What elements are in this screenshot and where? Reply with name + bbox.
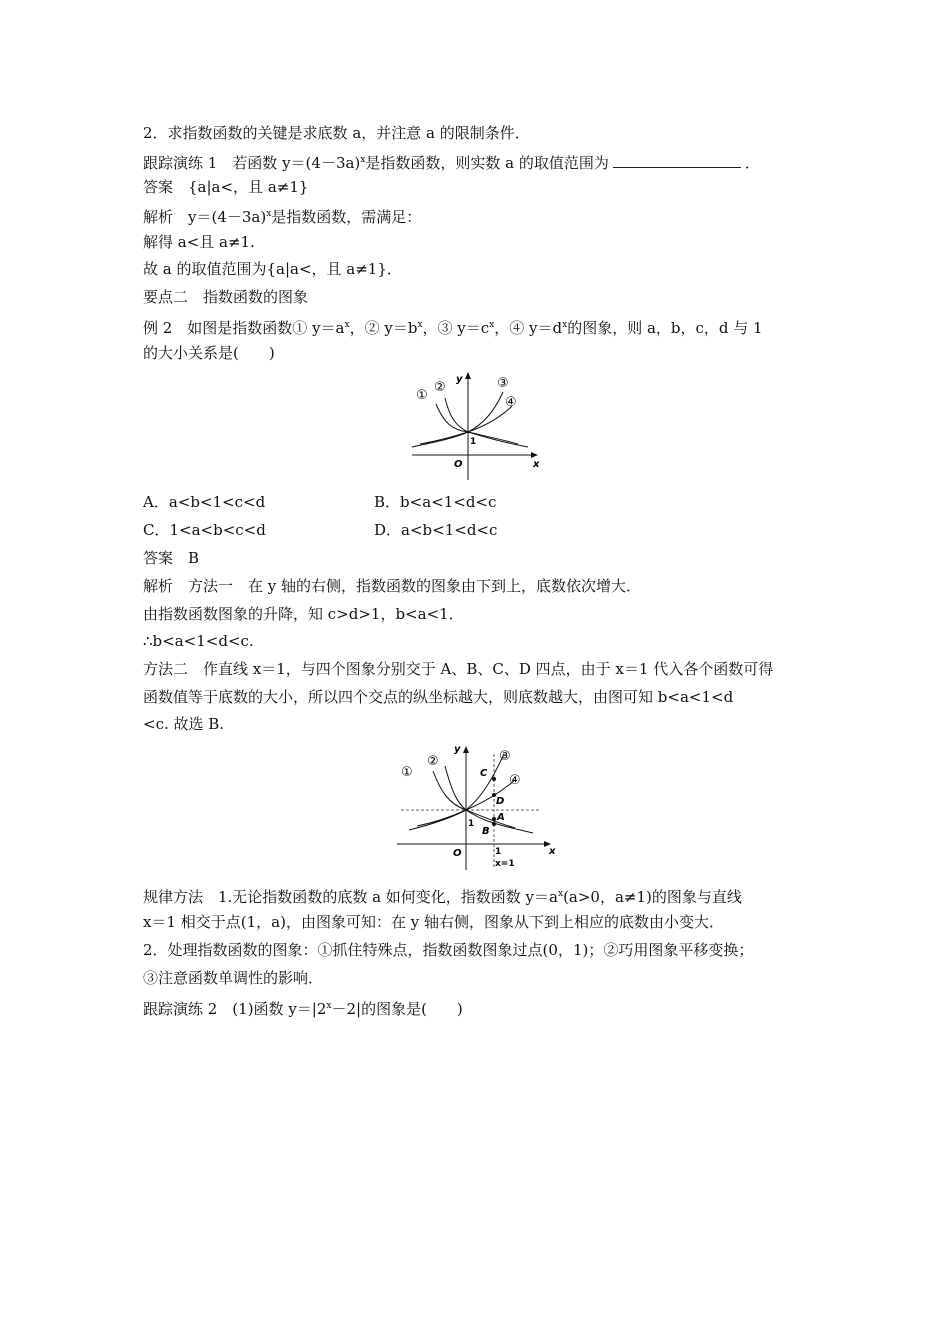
text-line: ∴b<a<1<d<c. <box>143 632 254 650</box>
section-heading: 要点二 指数函数的图象 <box>143 288 309 306</box>
text-fragment: ，② y＝b <box>349 319 418 337</box>
superscript: x <box>489 320 495 330</box>
practice-1-question <box>143 150 760 173</box>
analysis-line: 解析 方法一 在 y 轴的右侧，指数函数的图象由下到上，底数依次增大． <box>143 577 642 595</box>
x-axis-arrow <box>531 452 538 458</box>
text-line: 函数值等于底数的大小，所以四个交点的纵坐标越大，则底数越大，由图可知 b<a<1<d <box>143 688 734 706</box>
answer-line: 答案 B <box>143 549 200 567</box>
text-line: 方法二 作直线 x＝1，与四个图象分别交于 A、B、C、D 四点，由于 x＝1 代入各个函数可得 <box>143 660 774 678</box>
curve-label-1: ① <box>416 388 428 403</box>
x-one-label: 1 <box>495 847 502 857</box>
intercept-label: 1 <box>470 437 477 447</box>
text-fragment: ，③ y＝c <box>422 319 490 337</box>
exponential-graph-figure-2 <box>393 740 563 875</box>
exponential-graph-figure-1 <box>400 368 550 483</box>
curve-label-4: ④ <box>505 395 517 410</box>
text-fragment: 跟踪演练 2 (1)函数 y＝|2 <box>143 1000 327 1018</box>
superscript: x <box>417 320 423 330</box>
analysis-line <box>143 204 421 227</box>
text-fragment: ． <box>744 154 760 172</box>
curve-label-2: ② <box>434 380 446 395</box>
point-c <box>492 777 496 781</box>
curve-label-1: ① <box>401 765 413 780</box>
text-fragment: 规律方法 1.无论指数函数的底数 a 如何变化，指数函数 y＝a <box>143 888 558 906</box>
text-fragment: 跟踪演练 1 若函数 y＝(4－3a) <box>143 154 361 172</box>
text-fragment: (a>0，a≠1)的图象与直线 <box>563 888 742 906</box>
intercept-label: 1 <box>468 819 475 829</box>
point-a <box>492 817 496 821</box>
curve-label-3: ③ <box>499 749 511 764</box>
y-axis-label: y <box>456 374 463 385</box>
curve-3 <box>409 754 504 830</box>
y-axis-arrow <box>465 372 471 379</box>
text-line: x＝1 相交于点(1，a)，由图象可知：在 y 轴右侧，图象从下到上相应的底数由小变大． <box>143 913 724 931</box>
text-line: 故 a 的取值范围为{a|a<，且 a≠1}． <box>143 260 402 278</box>
superscript: x <box>344 320 350 330</box>
option-b: B．b<a<1<d<c <box>374 493 497 511</box>
text-fragment: 的图象，则 a，b，c，d 与 1 <box>567 319 763 337</box>
curve-label-4: ④ <box>509 773 521 788</box>
text-line: 2．处理指数函数的图象：①抓住特殊点，指数函数图象过点(0，1)；②巧用图象平移变换； <box>143 941 754 959</box>
superscript: x <box>266 209 272 219</box>
superscript: x <box>326 1001 332 1011</box>
text-fragment: ，④ y＝d <box>494 319 563 337</box>
text-line: ③注意函数单调性的影响． <box>143 969 324 987</box>
curve-label-3: ③ <box>497 376 509 391</box>
y-axis-label: y <box>454 744 461 755</box>
text-fragment: 是指数函数，则实数 a 的取值范围为 <box>365 154 609 172</box>
answer-blank <box>613 153 741 168</box>
point-label-b: B <box>482 826 490 837</box>
x-equals-one-label: x=1 <box>495 859 515 869</box>
point-label-c: C <box>480 768 488 779</box>
method-summary <box>143 884 742 907</box>
point-label-d: D <box>496 796 505 807</box>
superscript: x <box>562 320 568 330</box>
curve-label-2: ② <box>427 754 439 769</box>
option-c: C．1<a<b<c<d <box>143 521 266 539</box>
text-line: 2．求指数函数的关键是求底数 a，并注意 a 的限制条件． <box>143 124 530 142</box>
origin-label: O <box>453 848 462 859</box>
text-line: <c. 故选 B. <box>143 715 225 733</box>
text-line: 由指数函数图象的升降，知 c>d>1，b<a<1． <box>143 605 464 623</box>
text-fragment: 解析 y＝(4－3a) <box>143 208 267 226</box>
option-a: A．a<b<1<c<d <box>143 493 266 511</box>
answer-line: 答案 {a|a<，且 a≠1} <box>143 178 309 196</box>
y-axis-arrow <box>463 746 469 753</box>
text-fragment: 例 2 如图是指数函数① y＝a <box>143 319 345 337</box>
text-fragment: 是指数函数，需满足： <box>271 208 422 226</box>
x-axis-label: x <box>549 846 556 857</box>
option-d: D．a<b<1<d<c <box>374 521 498 539</box>
practice-2-question <box>143 996 463 1019</box>
superscript: x <box>360 155 366 165</box>
superscript: x <box>557 889 564 899</box>
point-label-a: A <box>497 812 505 823</box>
curve-4 <box>420 406 512 444</box>
origin-label: O <box>454 459 463 470</box>
text-fragment: －2|的图象是( ) <box>331 1000 463 1018</box>
text-line: 解得 a<且 a≠1. <box>143 233 255 251</box>
text-line: 的大小关系是( ) <box>143 344 275 362</box>
example-2-question <box>143 315 763 338</box>
x-axis-label: x <box>533 459 540 470</box>
point-b <box>492 822 496 826</box>
